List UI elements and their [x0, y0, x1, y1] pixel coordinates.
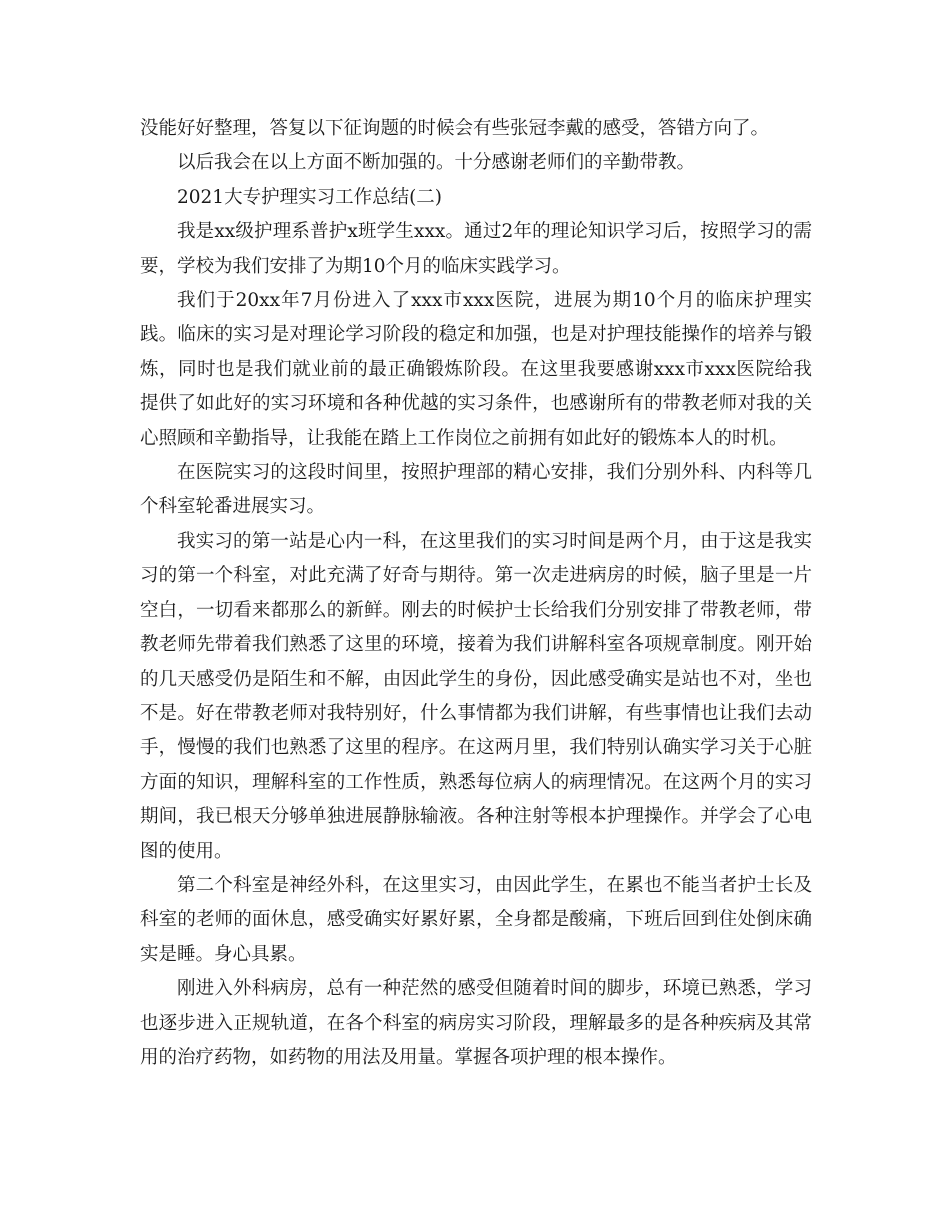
- paragraph: 刚进入外科病房，总有一种茫然的感受但随着时间的脚步，环境已熟悉，学习也逐步进入正规轨道，在各个科室的病房实习阶段，理解最多的是各种疾病及其常用的治疗药物，如药物的用法及用量。掌握各项护理的根本操作。: [140, 978, 812, 1068]
- paragraph: 以后我会在以上方面不断加强的。十分感谢老师们的辛勤带教。: [177, 152, 696, 174]
- document-page: [140, 112, 812, 1075]
- paragraph: 我实习的第一站是心内一科，在这里我们的实习时间是两个月，由于这是我实习的第一个科室，对此充满了好奇与期待。第一次走进病房的时候，脑子里是一片空白，一切看来都那么的新鲜。刚去的时候护士长给我们分别安排了带教老师，带教老师先带着我们熟悉了这里的环境，接着为我们讲解科室各项规章制度。刚开始的几天感受仍是陌生和不解，由因此学生的身份，因此感受确实是站也不对，坐也不是。好在带教老师对我特别好，什么事情都为我们讲解，有些事情也让我们去动手，慢慢的我们也熟悉了这里的程序。在这两月里，我们特别认确实学习关于心脏方面的知识，理解科室的工作性质，熟悉每位病人的病理情况。在这两个月的实习期间，我已根天分够单独进展静脉输液。各种注射等根本护理操作。并学会了心电图的使用。: [140, 530, 812, 862]
- paragraph-continued: 没能好好整理，答复以下征询题的时候会有些张冠李戴的感受，答错方向了。: [140, 118, 770, 139]
- paragraph: 我是xx级护理系普护x班学生xxx。通过2年的理论知识学习后，按照学习的需要，学校为我们安排了为期10个月的临床实践学习。: [140, 221, 812, 277]
- paragraph: 第二个科室是神经外科，在这里实习，由因此学生，在累也不能当者护士长及科室的老师的面休息，感受确实好累好累，全身都是酸痛，下班后回到住处倒床确实是睡。身心具累。: [140, 874, 812, 965]
- section-heading: 2021大专护理实习工作总结(二): [177, 186, 443, 208]
- paragraph: 我们于20xx年7月份进入了xxx市xxx医院，进展为期10个月的临床护理实践。临床的实习是对理论学习阶段的稳定和加强，也是对护理技能操作的培养与锻炼，同时也是我们就业前的最正确锻炼阶段。在这里我要感谢xxx市xxx医院给我提供了如此好的实习环境和各种优越的实习条件，也感谢所有的带教老师对我的关心照顾和辛勤指导，让我能在踏上工作岗位之前拥有如此好的锻炼本人的时机。: [140, 290, 812, 449]
- paragraph: 在医院实习的这段时间里，按照护理部的精心安排，我们分别外科、内科等几个科室轮番进展实习。: [140, 462, 812, 518]
